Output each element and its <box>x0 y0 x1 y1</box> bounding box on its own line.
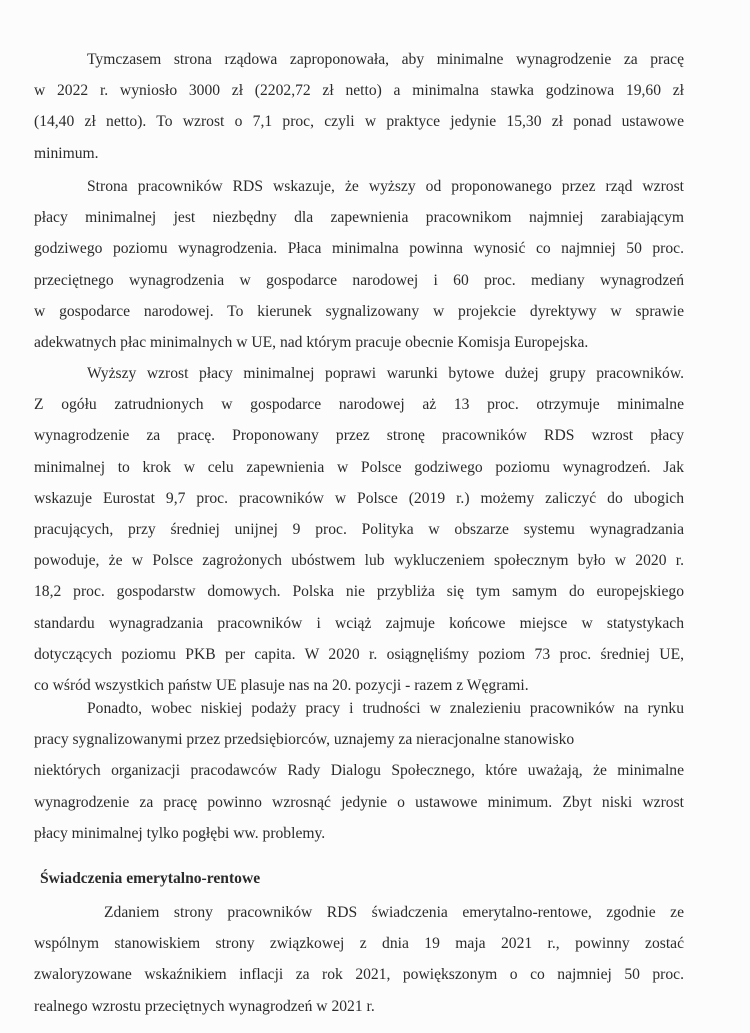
text-line: minimum. <box>34 144 99 162</box>
text-line: Z ogółu zatrudnionych w gospodarce narodowej aż 13 proc. otrzymuje minimalne <box>34 396 684 414</box>
paragraph-minimum-wage-proposal <box>34 44 684 169</box>
text-line: 18,2 proc. gospodarstw domowych. Polska nie przybliża się tym samym do europejskiego <box>34 583 684 601</box>
text-line: pracujących, przy średniej unijnej 9 proc. Polityka w obszarze systemu wynagradzania <box>34 521 684 539</box>
text-line: w 2022 r. wyniosło 3000 zł (2202,72 zł netto) a minimalna stawka godzinowa 19,60 zł <box>34 82 684 100</box>
text-line: płacy minimalnej jest niezbędny dla zapewnienia pracownikom najmniej zarabiającym <box>34 209 684 227</box>
text-line: Tymczasem strona rządowa zaproponowała, aby minimalne wynagrodzenie za pracę <box>87 51 684 68</box>
text-line: minimalnej to krok w celu zapewnienia w Polsce godziwego poziomu wynagrodzeń. Jak <box>34 458 684 476</box>
text-line: adekwatnych płac minimalnych w UE, nad którym pracuje obecnie Komisja Europejska. <box>34 334 589 352</box>
paragraph-rds-workers-position <box>34 171 684 358</box>
text-line: wskazuje Eurostat 9,7 proc. pracowników w Polsce (2019 r.) możemy zaliczyć do ubogich <box>34 489 684 507</box>
text-line: wynagrodzenie za pracę powinno wzrosnąć jedynie o ustawowe minimum. Zbyt niski wzrost <box>34 793 684 811</box>
text-line: wynagrodzenie za pracę. Proponowany przez stronę pracowników RDS wzrost płacy <box>34 427 684 445</box>
text-line: Zdaniem strony pracowników RDS świadczenia emerytalno-rentowe, zgodnie ze <box>104 904 684 921</box>
paragraph-pension-indexation <box>34 897 684 1022</box>
text-line: (14,40 zł netto). To wzrost o 7,1 proc, czyli w praktyce jedynie 15,30 zł ponad ustawowe <box>34 113 684 131</box>
text-line: Ponadto, wobec niskiej podaży pracy i trudności w znalezieniu pracowników na rynku <box>87 700 684 717</box>
text-line: co wśród wszystkich państw UE plasuje nas na 20. pozycji - razem z Węgrami. <box>34 677 529 695</box>
text-line: płacy minimalnej tylko pogłębi ww. problemy. <box>34 824 326 842</box>
paragraph-employers-position <box>34 693 684 849</box>
section-heading: Świadczenia emerytalno-rentowe <box>40 870 261 887</box>
text-line: pracy sygnalizowanymi przez przedsiębiorców, uznajemy za nieracjonalne stanowisko <box>34 731 575 749</box>
text-line: Strona pracowników RDS wskazuje, że wyższy od proponowanego przez rząd wzrost <box>87 178 684 195</box>
text-line: przeciętnego wynagrodzenia w gospodarce narodowej i 60 proc. mediany wynagrodzeń <box>34 271 684 289</box>
text-line: godziwego poziomu wynagrodzenia. Płaca minimalna powinna wynosić co najmniej 50 proc. <box>34 240 684 258</box>
text-line: zwaloryzowane wskaźnikiem inflacji za rok 2021, powiększonym o co najmniej 50 proc. <box>34 966 684 984</box>
text-line: standardu wynagradzania pracowników i wciąż zajmuje końcowe miejsce w statystykach <box>34 614 684 632</box>
text-line: Wyższy wzrost płacy minimalnej poprawi warunki bytowe dużej grupy pracowników. <box>87 365 684 382</box>
text-line: powoduje, że w Polsce zagrożonych ubóstwem lub wykluczeniem społecznym było w 2020 r. <box>34 552 684 570</box>
paragraph-living-conditions <box>34 358 684 701</box>
text-line: realnego wzrostu przeciętnych wynagrodzeń w 2021 r. <box>34 997 375 1015</box>
text-line: wspólnym stanowiskiem strony związkowej z dnia 19 maja 2021 r., powinny zostać <box>34 935 684 953</box>
text-line: dotyczących poziomu PKB per capita. W 2020 r. osiągnęliśmy poziom 73 proc. średniej UE, <box>34 645 684 663</box>
text-line: niektórych organizacji pracodawców Rady Dialogu Społecznego, które uważają, że minimalne <box>34 762 684 780</box>
text-line: w gospodarce narodowej. To kierunek sygnalizowany w projekcie dyrektywy w sprawie <box>34 302 684 320</box>
